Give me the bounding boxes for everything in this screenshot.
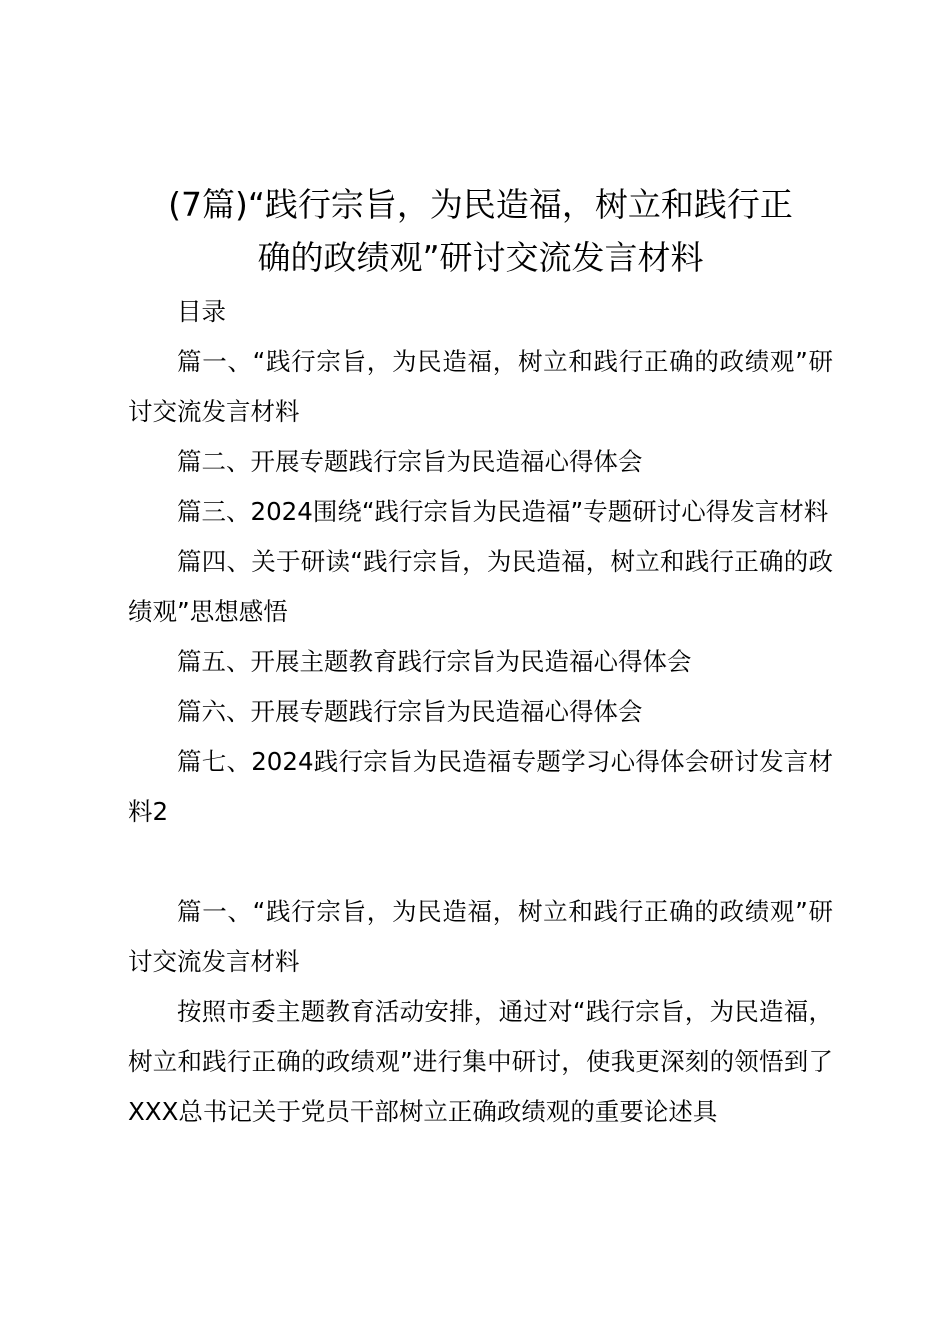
section-heading: 篇一、“践行宗旨，为民造福，树立和践行正确的政绩观”研讨交流发言材料 — [128, 897, 833, 976]
document-title-line-2: 确的政绩观”研讨交流发言材料 — [257, 238, 704, 277]
document-title — [128, 178, 833, 284]
body-paragraph: 按照市委主题教育活动安排，通过对“践行宗旨，为民造福，树立和践行正确的政绩观”进行集中研讨，使我更深刻的领悟到了XXX总书记关于党员干部树立正确政绩观的重要论述具 — [128, 997, 833, 1126]
document-content — [128, 178, 833, 1137]
toc-item-5: 篇五、开展主题教育践行宗旨为民造福心得体会 — [177, 647, 692, 676]
toc-item-6: 篇六、开展专题践行宗旨为民造福心得体会 — [177, 697, 643, 726]
table-of-contents — [128, 337, 833, 837]
document-title-line-1: (7篇)“践行宗旨，为民造福，树立和践行正 — [168, 185, 793, 224]
toc-item-3: 篇三、2024围绕“践行宗旨为民造福”专题研讨心得发言材料 — [177, 497, 829, 526]
toc-item-7: 篇七、2024践行宗旨为民造福专题学习心得体会研讨发言材料2 — [128, 747, 833, 826]
toc-item-1: 篇一、“践行宗旨，为民造福，树立和践行正确的政绩观”研讨交流发言材料 — [128, 347, 833, 426]
blank-line — [128, 837, 833, 887]
toc-heading: 目录 — [177, 297, 226, 326]
toc-item-4: 篇四、关于研读“践行宗旨，为民造福，树立和践行正确的政绩观”思想感悟 — [128, 547, 833, 626]
toc-item-2: 篇二、开展专题践行宗旨为民造福心得体会 — [177, 447, 643, 476]
